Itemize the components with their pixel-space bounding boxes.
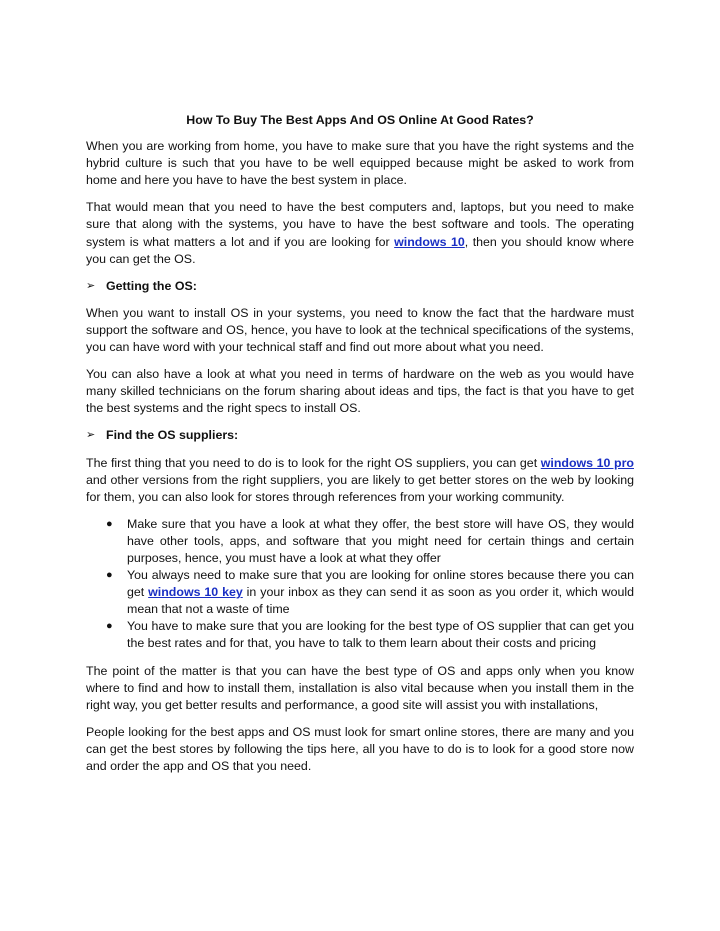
bullet-icon: ● [106,517,113,530]
paragraph-install-os: When you want to install OS in your systems, you need to know the fact that the hardware must support the software and OS, hence, you have to look at the technical specifications of the systems, you can have word with your technical staff and find out more about what you need. [86,305,634,355]
windows-10-link[interactable]: windows 10 [394,234,465,249]
section-heading-getting-os [86,278,634,295]
bullet-icon: ● [106,620,113,633]
heading-text: Getting the OS: [106,278,197,293]
bullet-icon: ● [106,569,113,582]
paragraph-windows10 [86,199,634,267]
document-page [86,112,634,785]
paragraph-text: The first thing that you need to do is to look for the right OS suppliers, you can get [86,455,541,470]
list-item [86,567,634,618]
paragraph-final: People looking for the best apps and OS must look for smart online stores, there are many and you can get the best stores by following the tips here, all you have to do is to look for a good store now and order the app and OS that you need. [86,724,634,773]
paragraph-suppliers [86,455,634,506]
paragraph-text: , then you should know where you can get the OS. [86,234,634,266]
tips-list [86,516,634,653]
list-item-text: Make sure that you have a look at what they offer, the best store will have OS, they would have other tools, apps, and software that you might need for certain things and certain purposes, hence, you must have a look at what they offer [127,516,634,565]
list-item-text: You always need to make sure that you are looking for online stores because there you can get [127,568,634,600]
arrow-bullet-icon: ➢ [86,429,96,442]
arrow-bullet-icon: ➢ [86,279,96,292]
windows-10-key-link[interactable]: windows 10 key [148,585,243,600]
paragraph-conclusion: The point of the matter is that you can have the best type of OS and apps only when you know where to find and how to install them, installation is also vital because when you install them in the right way, you get better results and performance, a good site will assist you with installations, [86,663,634,712]
paragraph-text: That would mean that you need to have the best computers and, laptops, but you need to make sure that along with the systems, you have to have the best software and tools. The operating system is what matters a lot and if you are looking for [86,200,634,249]
list-item-text: You have to make sure that you are looking for the best type of OS supplier that can get you the best rates and for that, you have to talk to them learn about their costs and pricing [127,619,634,651]
paragraph-intro: When you are working from home, you have to make sure that you have the right systems and the hybrid culture is such that you have to be well equipped because might be asked to work from home and here you have to have the best system in place. [86,139,634,188]
list-item-text: in your inbox as they can send it as soon as you order it, which would mean that not a waste of time [127,585,635,617]
heading-text: Find the OS suppliers: [106,428,239,443]
section-heading-find-suppliers [86,427,634,444]
windows-10-pro-link[interactable]: windows 10 pro [540,455,634,470]
paragraph-text: and other versions from the right suppliers, you are likely to get better stores on the web by looking for them, you can also look for stores through references from your working community. [86,472,634,504]
paragraph-hardware: You can also have a look at what you need in terms of hardware on the web as you would have many skilled technicians on the forum sharing about ideas and tips, the fact is that you have to get the best systems and the right specs to install OS. [86,367,634,416]
document-title: How To Buy The Best Apps And OS Online At Good Rates? [186,113,534,127]
list-item [86,618,634,652]
list-item [86,516,634,567]
